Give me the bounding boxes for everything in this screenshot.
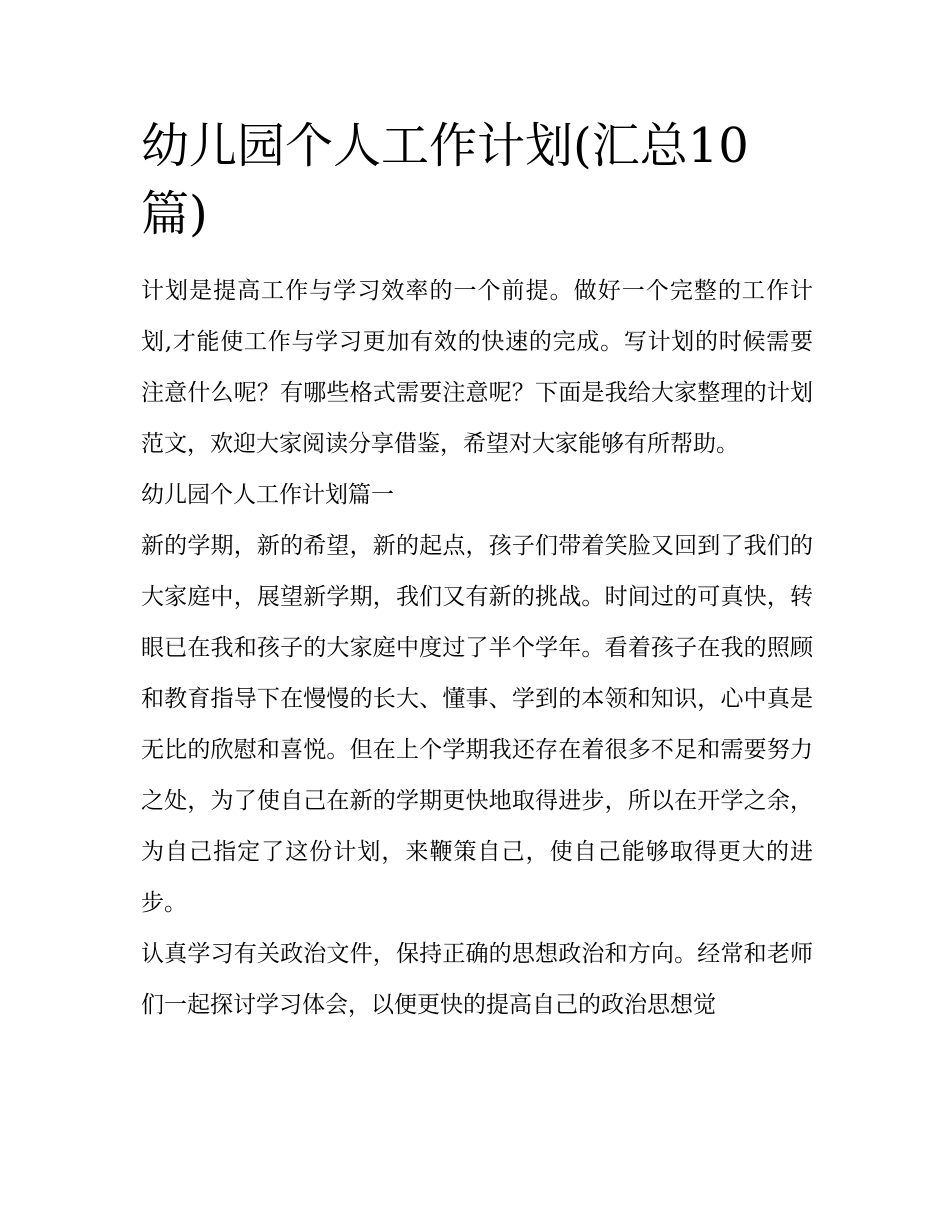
section-heading: 幼儿园个人工作计划篇一 xyxy=(141,482,394,508)
body-paragraph: 认真学习有关政治文件，保持正确的思想政治和方向。经常和老师们一起探讨学习体会，以便更快的提高自己的政治思想觉 xyxy=(141,941,813,1018)
document-page xyxy=(141,112,813,1031)
intro-paragraph: 计划是提高工作与学习效率的一个前提。做好一个完整的工作计划,才能使工作与学习更加有效的快速的完成。写计划的时候需要注意什么呢？有哪些格式需要注意呢？下面是我给大家整理的计划范文，欢迎大家阅读分享借鉴，希望对大家能够有所帮助。 xyxy=(141,278,813,457)
document-title: 幼儿园个人工作计划(汇总10篇) xyxy=(141,118,749,242)
body-paragraph: 新的学期，新的希望，新的起点，孩子们带着笑脸又回到了我们的大家庭中，展望新学期，我们又有新的挑战。时间过的可真快，转眼已在我和孩子的大家庭中度过了半个学年。看着孩子在我的照顾和教育指导下在慢慢的长大、懂事、学到的本领和知识，心中真是无比的欣慰和喜悦。但在上个学期我还存在着很多不足和需要努力之处，为了使自己在新的学期更快地取得进步，所以在开学之余，为自己指定了这份计划，来鞭策自己，使自己能够取得更大的进步。 xyxy=(141,533,813,916)
